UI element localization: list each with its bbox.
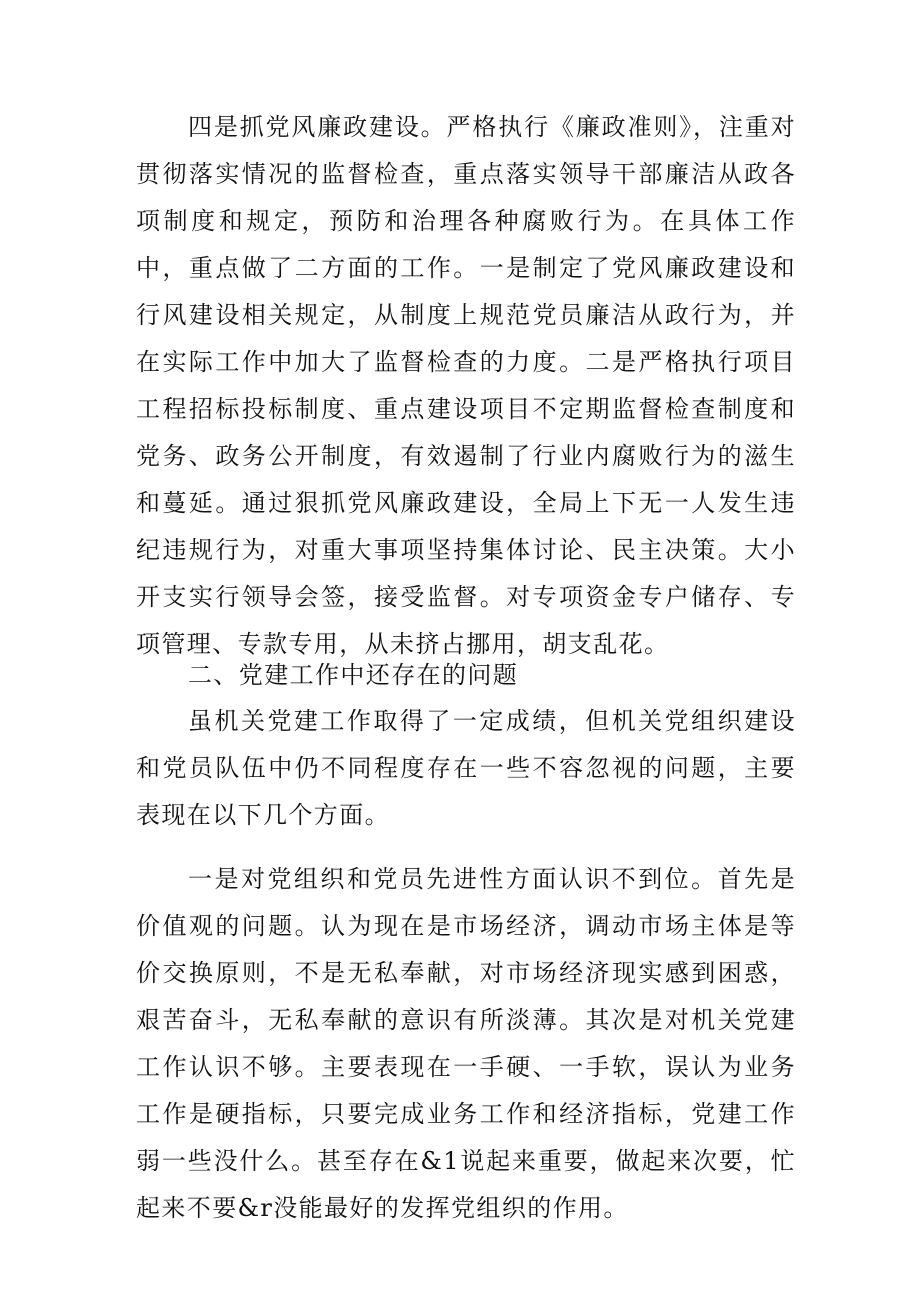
paragraph-awareness-issue: 一是对党组织和党员先进性方面认识不到位。首先是价值观的问题。认为现在是市场经济，调动市场主体是等价交换原则，不是无私奉献，对市场经济现实感到困惑，艰苦奋斗，无私奉献的意识有所淡薄。其次是对机关党建工作认识不够。主要表现在一手硬、一手软，误认为业务工作是硬指标，只要完成业务工作和经济指标，党建工作弱一些没什么。甚至存在&1说起来重要，做起来次要，忙起来不要&r没能最好的发挥党组织的作用。 — [136, 865, 796, 1222]
section-heading-problems: 二、党建工作中还存在的问题 — [188, 661, 519, 689]
paragraph-party-integrity: 四是抓党风廉政建设。严格执行《廉政准则》，注重对贯彻落实情况的监督检查，重点落实领导干部廉洁从政各项制度和规定，预防和治理各种腐败行为。在具体工作中，重点做了二方面的工作。一是制定了党风廉政建设和行风建设相关规定，从制度上规范党员廉洁从政行为，并在实际工作中加大了监督检查的力度。二是严格执行项目工程招标投标制度、重点建设项目不定期监督检查制度和党务、政务公开制度，有效遏制了行业内腐败行为的滋生和蔓延。通过狠抓党风廉政建设，全局上下无一人发生违纪违规行为，对重大事项坚持集体讨论、民主决策。大小开支实行领导会签，接受监督。对专项资金专户储存、专项管理、专款专用，从未挤占挪用，胡支乱花。 — [136, 113, 796, 658]
paragraph-problems-intro: 虽机关党建工作取得了一定成绩，但机关党组织建设和党员队伍中仍不同程度存在一些不容忽视的问题，主要表现在以下几个方面。 — [136, 707, 796, 829]
